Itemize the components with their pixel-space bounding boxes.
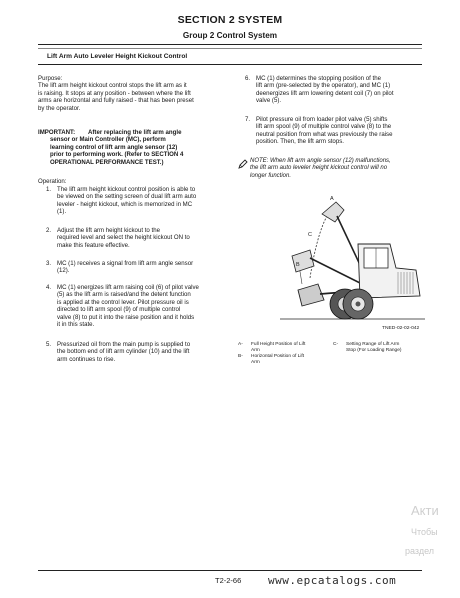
- label-c: C: [308, 232, 312, 238]
- horizontal-bucket: [292, 250, 314, 272]
- pencil-icon: [238, 156, 248, 166]
- legend-item-a: [251, 342, 326, 354]
- purpose-block: [38, 75, 233, 112]
- section-title: SECTION 2 SYSTEM: [177, 14, 283, 26]
- group-title: Group 2 Control System: [182, 31, 278, 40]
- purpose-line: arms are horizontal and fully raised - that has been preset: [38, 97, 194, 105]
- step-line: arm continues to rise.: [57, 355, 116, 363]
- step-7: [256, 116, 431, 146]
- legend-line: Stop (For Loading Range): [346, 347, 402, 353]
- step-number: 6.: [245, 75, 251, 82]
- step-line: Pressurized oil from the main pump is supplied to: [57, 341, 191, 348]
- important-line: OPERATIONAL PERFORMANCE TEST.): [50, 158, 164, 166]
- legend-line: Setting Range of Lift Arm: [346, 342, 400, 347]
- step-3: [57, 260, 237, 275]
- step-line: position. Then, the lift arm stops.: [256, 138, 344, 146]
- step-number: 2.: [46, 227, 52, 234]
- step-number: 1.: [46, 186, 52, 193]
- step-line: Adjust the lift arm height kickout to the: [57, 227, 160, 234]
- legend-item-b: [251, 354, 326, 366]
- step-line: valve (8) to put it into the raise position and it holds: [57, 313, 195, 321]
- step-number: 7.: [245, 116, 251, 123]
- step-line: is applied at the control lever. Pilot pressure oil is: [57, 298, 189, 306]
- step-line: lift arm spool (9) of multiple control valve (8) to the: [256, 123, 392, 131]
- important-line: After replacing the lift arm angle: [88, 129, 182, 136]
- note-line: the lift arm auto leveler height kickout control will no: [250, 165, 388, 172]
- step-line: MC (1) receives a signal from lift arm angle sensor: [57, 260, 194, 267]
- step-line: directed to lift arm spool (9) of multiple control: [57, 306, 181, 314]
- step-6: [256, 75, 431, 105]
- purpose-line: is raising. It stops at any position - between where the lift: [38, 89, 191, 97]
- footer-url: www.epcatalogs.com: [268, 574, 397, 587]
- step-line: (1).: [57, 208, 67, 216]
- label-a: A: [330, 196, 334, 202]
- purpose-line: by the operator.: [38, 104, 81, 112]
- legend-key: A-: [238, 342, 243, 347]
- legend-key: B-: [238, 354, 243, 359]
- step-2: [57, 227, 237, 249]
- purpose-line: The lift arm height kickout control stops the lift arm as it: [38, 82, 187, 90]
- subsection-bottom-rule: [38, 64, 422, 65]
- subsection-top-rule: [38, 48, 422, 49]
- note-line: NOTE: When lift arm angle sensor (12) malfunctions,: [250, 158, 391, 164]
- figure-code: TNED-02-02-042: [382, 326, 420, 331]
- subsection-title: Lift Arm Auto Leveler Height Kickout Control: [47, 53, 188, 60]
- step-line: valve (5).: [256, 97, 282, 105]
- step-line: the bottom end of lift arm cylinder (10) and the lift: [57, 348, 190, 356]
- step-number: 5.: [46, 341, 52, 348]
- watermark-line: Акти: [411, 503, 439, 518]
- step-line: MC (1) determines the stopping position of the: [256, 75, 381, 82]
- lowered-bucket: [298, 284, 324, 306]
- note-block: [250, 158, 435, 180]
- legend-line: Arm: [251, 359, 260, 365]
- note-line: longer function.: [250, 172, 292, 179]
- important-line: prior to performing work. (Refer to SECTION 4: [50, 151, 184, 159]
- legend-line: Horizontal Position of Lift: [251, 354, 305, 359]
- page-number: T2-2-66: [215, 576, 242, 585]
- step-line: Pilot pressure oil from loader pilot valve (5) shifts: [256, 116, 388, 123]
- step-line: deenergizes lift arm lowering detent coil (7) on pilot: [256, 89, 394, 97]
- watermark-line: раздел: [405, 546, 435, 556]
- step-line: (5) as the lift arm is raised/and the detent function: [57, 291, 191, 299]
- operation-label: Operation:: [38, 178, 67, 185]
- important-label: IMPORTANT:: [38, 129, 76, 136]
- legend-key: C-: [333, 342, 339, 347]
- step-line: it in this state.: [57, 321, 95, 329]
- step-4: [57, 284, 239, 328]
- watermark-line: Чтобы: [411, 527, 438, 537]
- footer-rule: [38, 570, 422, 571]
- step-line: lift arm (pre-selected by the operator), and MC (1): [256, 82, 391, 90]
- header-rule: [38, 44, 422, 45]
- step-5: [57, 341, 237, 363]
- wheel-loader-illustration: [240, 186, 435, 336]
- step-number: 4.: [46, 284, 52, 291]
- step-number: 3.: [46, 260, 52, 267]
- step-line: be viewed on the setting screen of dual lift arm auto: [57, 193, 197, 201]
- label-b: B: [296, 262, 300, 268]
- legend-line: Arm: [251, 347, 260, 353]
- step-line: neutral position from what was previously the raise: [256, 130, 393, 138]
- important-line: learning control of lift arm angle sensor (12): [50, 143, 178, 151]
- step-line: make this feature effective.: [57, 241, 130, 249]
- legend-item-c: [346, 342, 426, 354]
- step-line: required level and select the height kickout ON to: [57, 234, 190, 242]
- step-line: MC (1) energizes lift arm raising coil (6) of pilot valve: [57, 284, 199, 291]
- legend-line: Full Height Position of Lift: [251, 342, 306, 347]
- step-1: [57, 186, 237, 216]
- step-line: leveler - height kickout, which is memorized in MC: [57, 200, 193, 208]
- important-block: [38, 129, 238, 166]
- step-line: (12).: [57, 267, 70, 275]
- purpose-label: Purpose:: [38, 75, 63, 82]
- step-line: The lift arm height kickout control position is able to: [57, 186, 196, 193]
- important-line: sensor or Main Controller (MC), perform: [50, 136, 166, 144]
